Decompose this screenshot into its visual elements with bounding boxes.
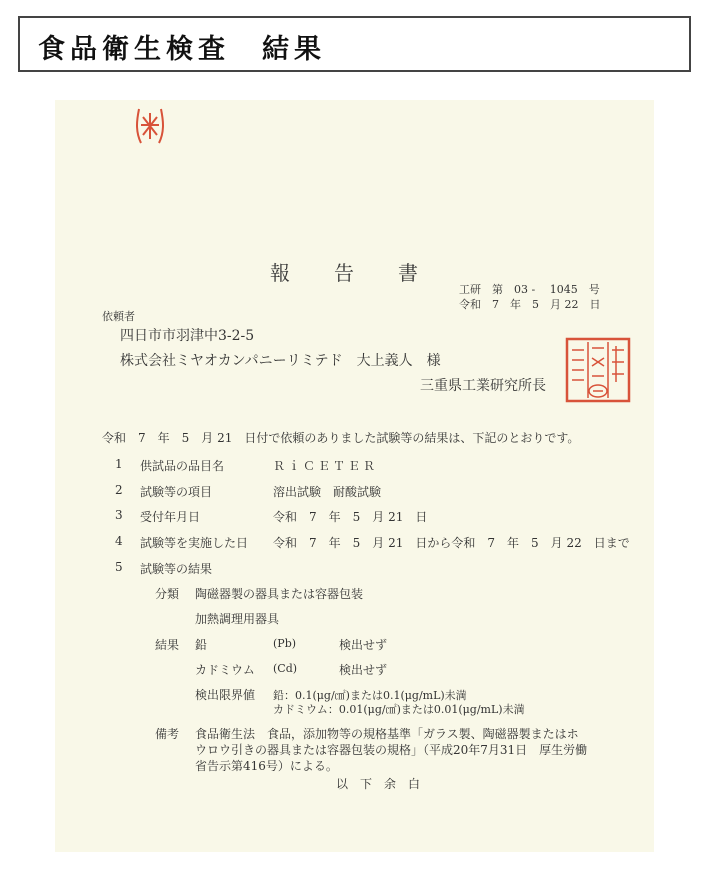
classification-line: 陶磁器製の器具または容器包装 [195, 587, 364, 601]
result-symbol: (Cd) [273, 662, 298, 675]
page-banner [18, 16, 691, 72]
item-number: 3 [115, 508, 123, 522]
item-label: 供試品の品目名 [140, 459, 225, 473]
item-number: 2 [115, 483, 123, 497]
seal-stamp-icon [129, 105, 171, 147]
closing-text: 以 下 余 白 [336, 777, 421, 791]
item-label: 試験等の項目 [140, 485, 213, 499]
classification-label: 分類 [155, 587, 180, 601]
requester-address: 四日市市羽津中3-2-5 [120, 328, 255, 344]
document-number: 工研 第 03 - 1045 号 [459, 283, 600, 296]
result-status: 検出せず [339, 638, 388, 652]
item-label: 試験等を実施した日 [140, 536, 249, 550]
note-line: 省告示第416号）による。 [195, 759, 338, 773]
item-label: 試験等の結果 [140, 562, 213, 576]
result-substance: 鉛 [195, 638, 208, 652]
detection-limit-label: 検出限界値 [195, 688, 256, 702]
intro-text: 令和 7 年 5 月 21 日付で依頼のありました試験等の結果は、下記のとおりです。 [102, 431, 580, 445]
report-sheet [55, 100, 654, 852]
item-label: 受付年月日 [140, 510, 201, 524]
note-label: 備考 [155, 727, 180, 741]
note-line: ウロウ引きの器具または容器包装の規格」（平成20年7月31日 厚生労働 [195, 743, 588, 757]
item-number: 1 [115, 457, 123, 471]
report-heading: 報告書 [270, 261, 462, 285]
classification-line: 加熱調理用器具 [195, 612, 280, 626]
item-number: 4 [115, 534, 123, 548]
official-seal-icon [564, 336, 632, 406]
requester-label: 依頼者 [102, 310, 135, 323]
note-line: 食品衛生法 食品，添加物等の規格基準「ガラス製、陶磁器製またはホ [195, 727, 579, 741]
result-label: 結果 [155, 638, 180, 652]
detection-limit-line: 鉛：0.1(μg/㎠)または0.1(μg/mL)未満 [273, 689, 467, 702]
detection-limit-line: カドミウム：0.01(μg/㎠)または0.01(μg/mL)未満 [273, 703, 525, 716]
item-value: 令和 7 年 5 月 21 日 [273, 510, 428, 524]
requester-company: 株式会社ミヤオカンパニーリミテド 大上義人 様 [120, 353, 441, 369]
document-date: 令和 7 年 5 月 22 日 [459, 298, 601, 311]
item-value: 令和 7 年 5 月 21 日から令和 7 年 5 月 22 日まで [273, 536, 630, 550]
banner-title: 食品衛生検査 結果 [38, 34, 326, 65]
result-substance: カドミウム [195, 663, 255, 677]
issuer-name: 三重県工業研究所長 [420, 378, 546, 394]
item-value: ＲｉＣＥＴＥＲ [273, 459, 379, 473]
result-status: 検出せず [339, 663, 388, 677]
item-number: 5 [115, 560, 123, 574]
result-symbol: (Pb) [273, 637, 297, 650]
item-value: 溶出試験 耐酸試験 [273, 485, 382, 499]
